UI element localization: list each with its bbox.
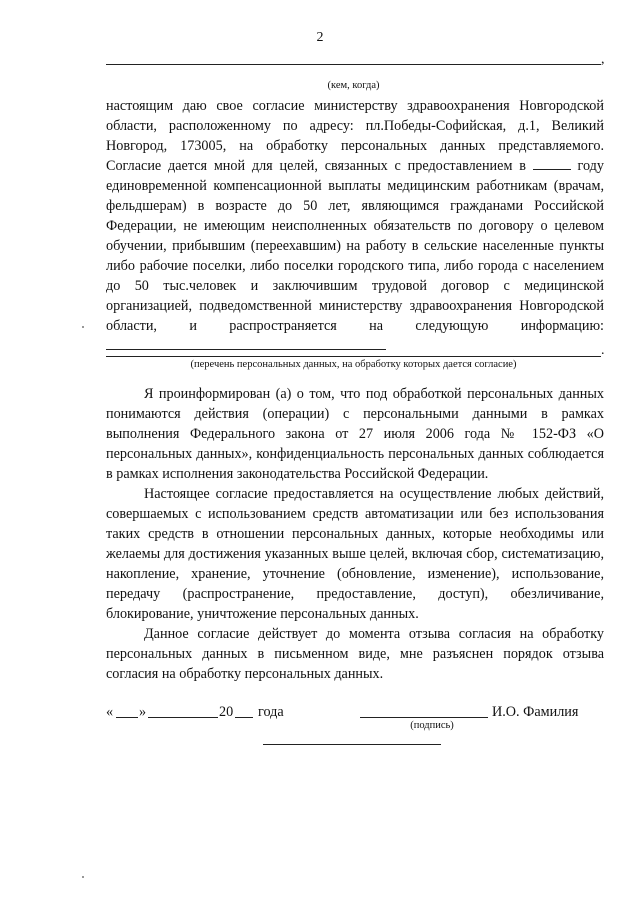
signature-caption: (подпись) (410, 720, 454, 731)
signature-blank (360, 704, 488, 718)
scan-speck (82, 876, 84, 878)
consent-text: настоящим даю свое согласие министерству здравоохранения Новгородской области, расположенному по адресу: пл.Победы-Софийская, д.1, Великий Новгород, 173005, на обработку персональных данных представляемого. Согласие дается мной для целей, связанных с предоставлением в (106, 98, 604, 174)
year-suffix: года (258, 704, 284, 720)
month-blank (148, 704, 218, 718)
year-digits-blank (235, 704, 253, 718)
consent-text-continued: году единовременной компенсационной выплаты медицинским работникам (врачам, фельдшерам) в возрасте до 50 лет, являющимся гражданами Российской Федерации, не имеющим неисполненных обязательств по договору о целевом обучении, прибывшим (переехавшим) на работу в сельские населенные пункты либо рабочие поселки, либо поселки городского типа, либо города с населением до 50 тыс.человек и заключившим трудовой договор с медицинской организацией, подведомственной министерству здравоохранения Новгородской области, и распространяется на следующую информацию: (106, 158, 604, 334)
date-close-quote: » (139, 704, 147, 720)
day-blank (116, 704, 138, 718)
page-number: 2 (316, 30, 324, 45)
paragraph-scope: Настоящее согласие предоставляется на осуществление любых действий, совершаемых с использованием средств автоматизации или без использования таких средств в отношении персональных данных, которые необходимы или желаемы для достижения указанных выше целей, включая сбор, систематизацию, накопление, хранение, уточнение (обновление, изменение), использование, передачу (распространение, предоставление, доступ), обезличивание, блокирование, уничтожение персональных данных. (106, 486, 604, 622)
date-open-quote: « (106, 704, 114, 720)
personal-data-list-caption: (перечень персональных данных, на обработку которых дается согласие) (190, 359, 517, 370)
personal-data-list-period: . (601, 343, 605, 358)
issued-by-line (106, 64, 601, 65)
terms-section (106, 384, 604, 684)
issued-by-comma: , (601, 52, 605, 67)
issued-by-caption: (кем, когда) (327, 80, 380, 91)
year-blank (533, 157, 571, 170)
closing-divider (263, 744, 441, 745)
consent-paragraph (106, 96, 604, 356)
scan-speck (82, 326, 84, 328)
information-blank (106, 337, 386, 350)
year-prefix: 20 (219, 704, 234, 720)
paragraph-informed: Я проинформирован (а) о том, что под обработкой персональных данных понимаются действия (операции) с персональными данными в рамках выполнения Федерального закона от 27 июля 2006 года № 152-ФЗ «О персональных данных», конфиденциальность персональных данных соблюдается в рамках исполнения законодательства Российской Федерации. (106, 386, 604, 482)
signature-row (106, 704, 604, 726)
signatory-name: И.О. Фамилия (492, 704, 579, 720)
paragraph-validity: Данное согласие действует до момента отзыва согласия на обработку персональных данных в письменном виде, мне разъяснен порядок отзыва согласия на обработку персональных данных. (106, 626, 604, 682)
personal-data-list-line (106, 356, 601, 357)
